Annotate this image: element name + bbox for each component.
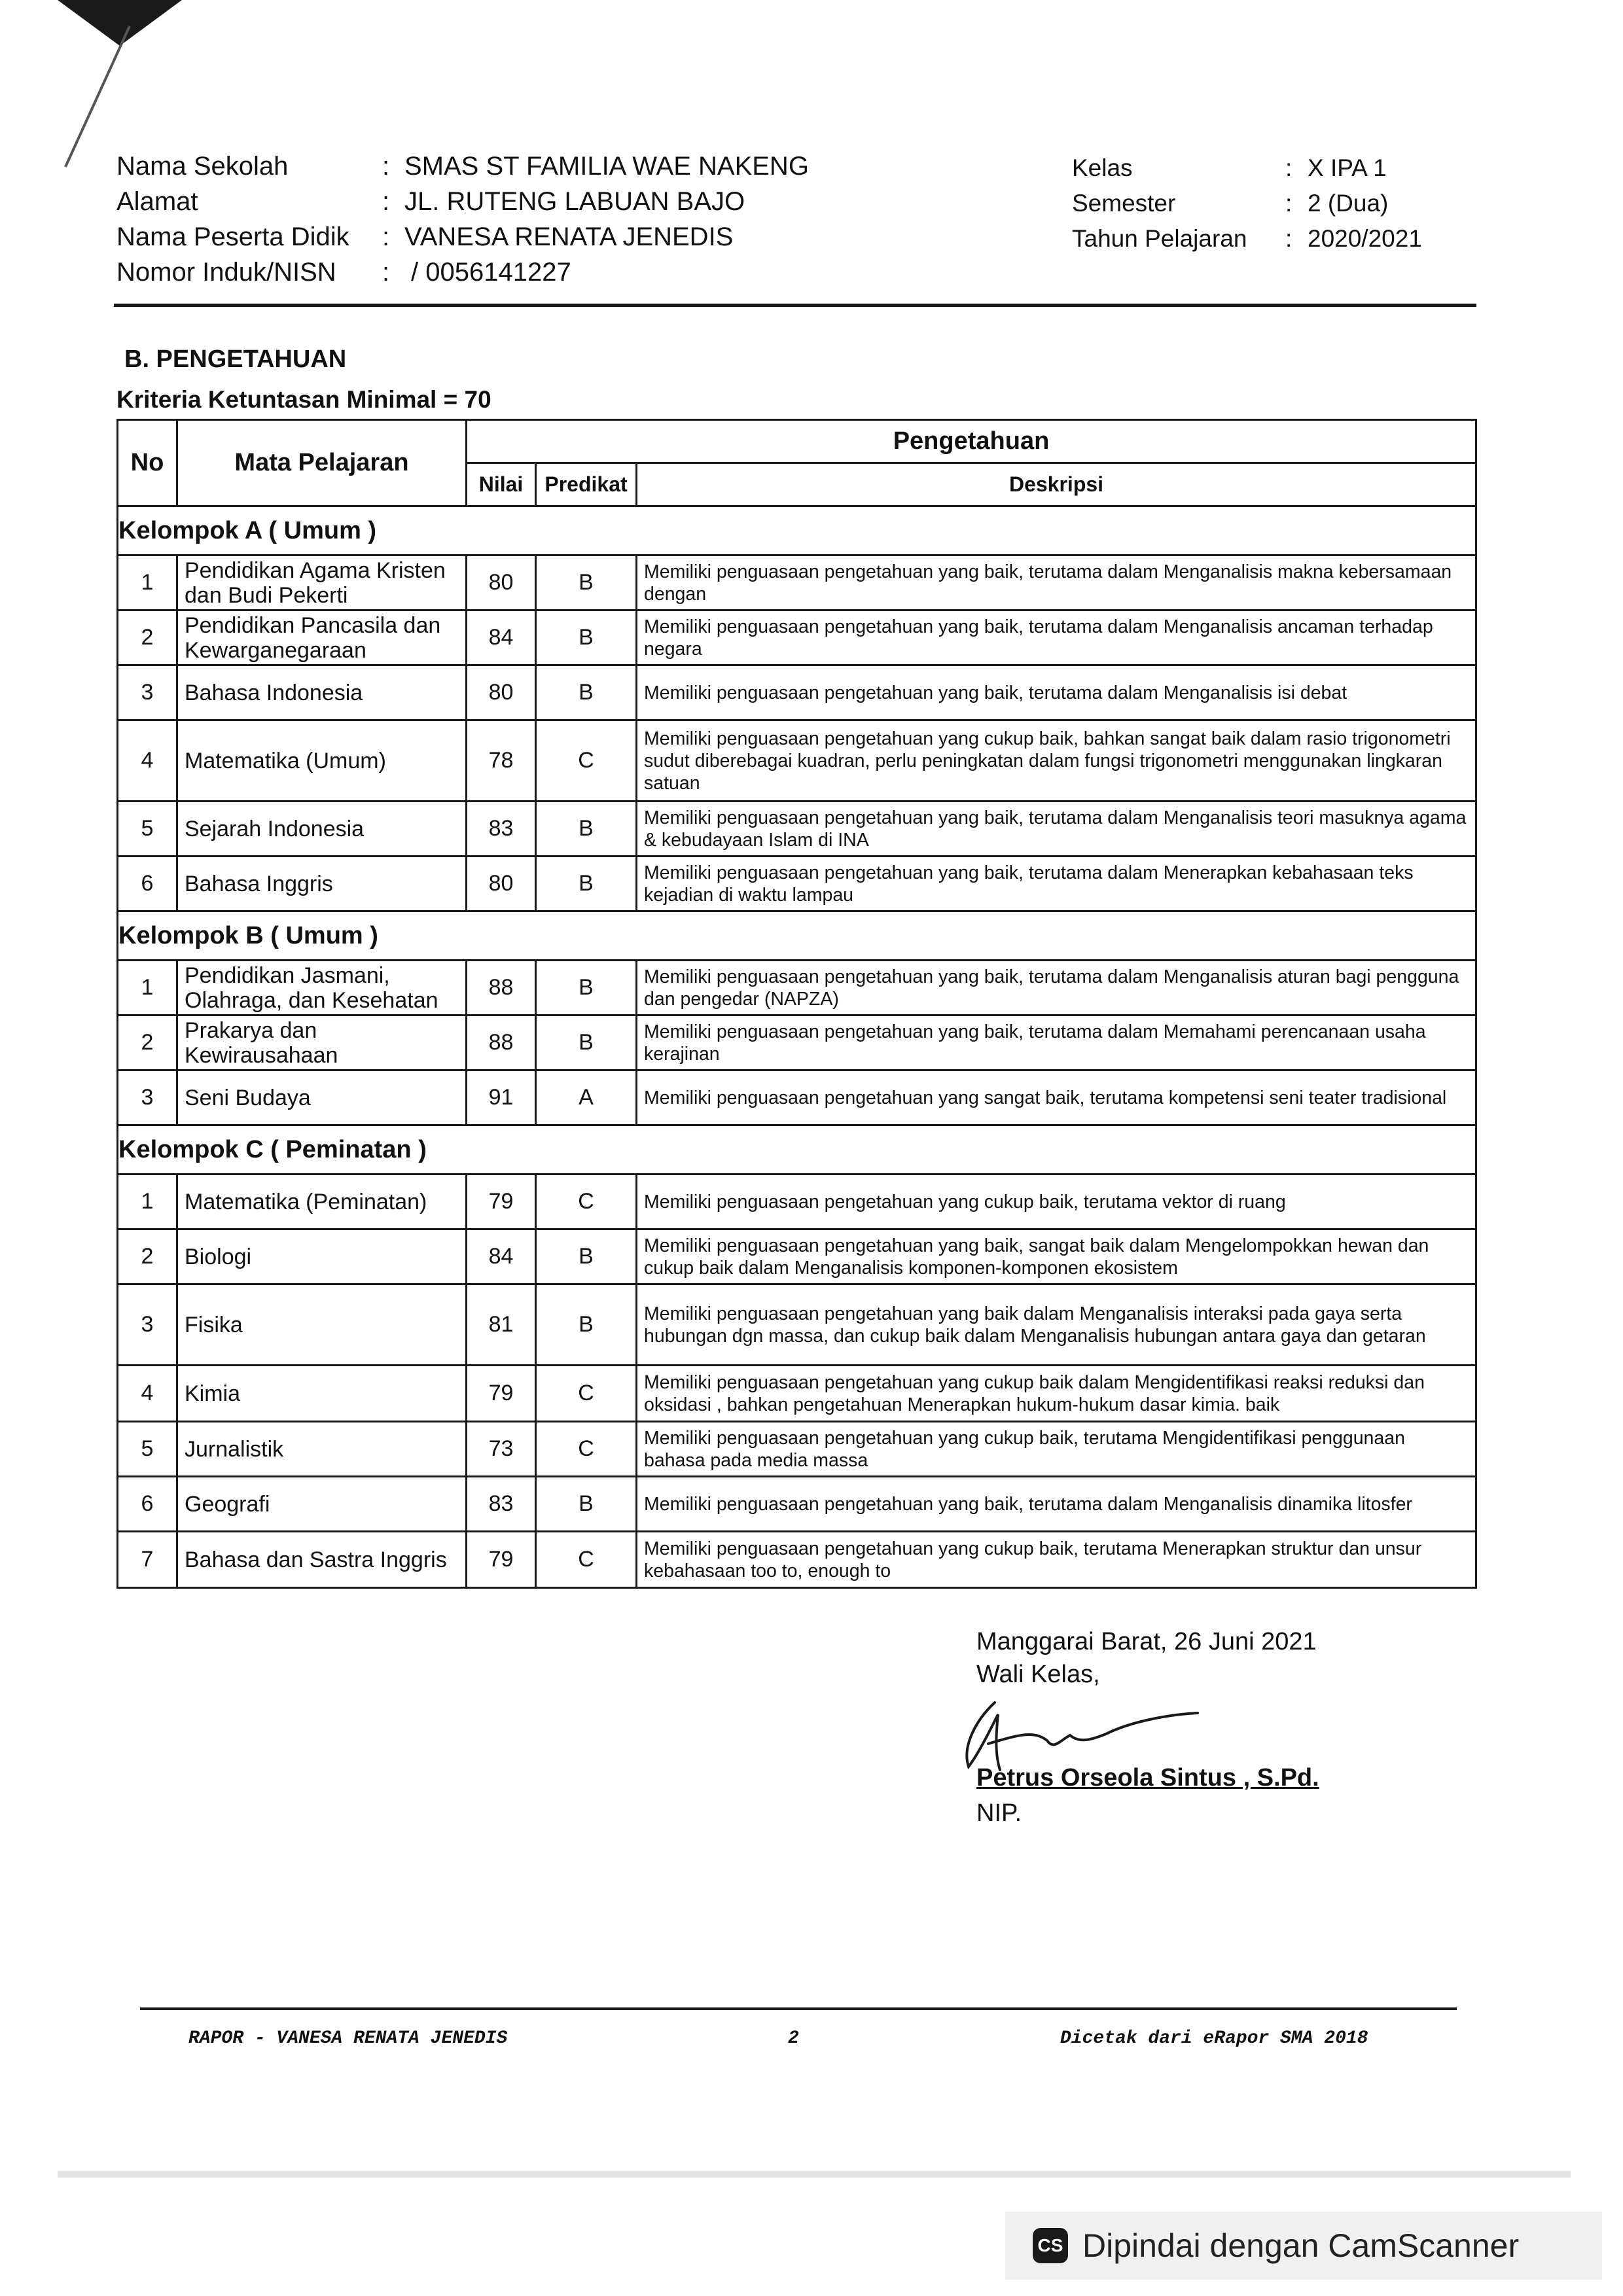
row-no: 2 — [118, 610, 177, 665]
row-predicate: C — [536, 1422, 637, 1477]
row-subject: Pendidikan Pancasila dan Kewarganegaraan — [177, 610, 467, 665]
group-title: Kelompok A ( Umum ) — [118, 506, 1476, 556]
row-predicate: B — [536, 1016, 637, 1070]
table-row — [118, 857, 1476, 911]
row-subject: Matematika (Peminatan) — [177, 1174, 467, 1229]
row-no: 3 — [118, 1070, 177, 1125]
camscanner-text: Dipindai dengan CamScanner — [1082, 2227, 1520, 2264]
header-subject: Mata Pelajaran — [177, 420, 467, 506]
info-label: Nomor Induk/NISN — [116, 258, 336, 287]
table-row — [118, 1070, 1476, 1125]
row-subject: Jurnalistik — [177, 1422, 467, 1477]
info-label: Tahun Pelajaran — [1072, 225, 1247, 252]
header-no: No — [118, 420, 177, 506]
info-colon: : — [382, 222, 390, 251]
teacher-name: Petrus Orseola Sintus , S.Pd. — [976, 1764, 1319, 1792]
row-no: 5 — [118, 1422, 177, 1477]
row-predicate: B — [536, 961, 637, 1016]
row-description: Memiliki penguasaan pengetahuan yang baik, terutama dalam Menganalisis aturan bagi pengguna dan pengedar (NAPZA) — [637, 961, 1476, 1016]
row-subject: Matematika (Umum) — [177, 720, 467, 802]
school-year-value: 2020/2021 — [1308, 225, 1422, 252]
row-no: 5 — [118, 802, 177, 857]
row-no: 6 — [118, 1477, 177, 1532]
row-no: 4 — [118, 1366, 177, 1422]
row-subject: Bahasa dan Sastra Inggris — [177, 1532, 467, 1588]
row-score: 73 — [467, 1422, 536, 1477]
group-title: Kelompok C ( Peminatan ) — [118, 1125, 1476, 1174]
table-row — [118, 1477, 1476, 1532]
group-row — [118, 506, 1476, 556]
row-predicate: B — [536, 1284, 637, 1366]
table-row — [118, 802, 1476, 857]
row-subject: Sejarah Indonesia — [177, 802, 467, 857]
table-row — [118, 961, 1476, 1016]
row-no: 1 — [118, 556, 177, 610]
row-score: 84 — [467, 1229, 536, 1284]
row-score: 80 — [467, 857, 536, 911]
row-score: 88 — [467, 961, 536, 1016]
row-predicate: B — [536, 610, 637, 665]
student-name-value: VANESA RENATA JENEDIS — [404, 222, 734, 251]
row-score: 81 — [467, 1284, 536, 1366]
row-subject: Seni Budaya — [177, 1070, 467, 1125]
row-predicate: B — [536, 802, 637, 857]
header-description: Deskripsi — [637, 463, 1476, 506]
group-row — [118, 911, 1476, 961]
row-subject: Prakarya dan Kewirausahaan — [177, 1016, 467, 1070]
info-colon: : — [382, 187, 390, 216]
info-colon: : — [1285, 154, 1293, 181]
row-predicate: C — [536, 1174, 637, 1229]
row-description: Memiliki penguasaan pengetahuan yang baik, terutama dalam Menganalisis teori masuknya agama & kebudayaan Islam di INA — [637, 802, 1476, 857]
grades-table — [116, 419, 1477, 1589]
info-colon: : — [382, 152, 390, 181]
row-score: 78 — [467, 720, 536, 802]
footer-right: Dicetak dari eRapor SMA 2018 — [1060, 2028, 1368, 2049]
nisn-value: / 0056141227 — [411, 258, 571, 287]
section-title: B. PENGETAHUAN — [124, 345, 347, 373]
footer-left: RAPOR - VANESA RENATA JENEDIS — [188, 2028, 508, 2049]
row-predicate: B — [536, 556, 637, 610]
row-score: 80 — [467, 665, 536, 720]
row-description: Memiliki penguasaan pengetahuan yang cukup baik dalam Mengidentifikasi reaksi reduksi dan oksidasi , bahkan pengetahuan Menerapkan hukum-hukum dasar kimia. baik — [637, 1366, 1476, 1422]
group-row — [118, 1125, 1476, 1174]
scan-corner-mark — [58, 0, 182, 170]
row-subject: Bahasa Indonesia — [177, 665, 467, 720]
camscanner-icon: CS — [1033, 2228, 1068, 2263]
table-row — [118, 556, 1476, 610]
row-description: Memiliki penguasaan pengetahuan yang baik, terutama dalam Menerapkan kebahasaan teks kejadian di waktu lampau — [637, 857, 1476, 911]
school-name-value: SMAS ST FAMILIA WAE NAKENG — [404, 152, 809, 181]
group-title: Kelompok B ( Umum ) — [118, 911, 1476, 961]
row-score: 83 — [467, 802, 536, 857]
row-score: 91 — [467, 1070, 536, 1125]
info-label: Alamat — [116, 187, 198, 216]
info-label: Kelas — [1072, 154, 1133, 181]
row-subject: Fisika — [177, 1284, 467, 1366]
sign-place-date: Manggarai Barat, 26 Juni 2021 — [976, 1628, 1317, 1655]
table-row — [118, 1229, 1476, 1284]
row-predicate: C — [536, 1366, 637, 1422]
row-description: Memiliki penguasaan pengetahuan yang cukup baik, bahkan sangat baik dalam rasio trigonometri sudut diberebagai kuadran, perlu peningkatan dalam fungsi trigonometri menggunakan lingkaran satuan — [637, 720, 1476, 802]
table-row — [118, 665, 1476, 720]
row-predicate: B — [536, 857, 637, 911]
row-no: 2 — [118, 1016, 177, 1070]
row-description: Memiliki penguasaan pengetahuan yang baik dalam Menganalisis interaksi pada gaya serta hubungan dgn massa, dan cukup baik dalam Menganalisis hubungan antara gaya dan getaran — [637, 1284, 1476, 1366]
table-row — [118, 1016, 1476, 1070]
info-label: Semester — [1072, 190, 1176, 217]
kkm-label: Kriteria Ketuntasan Minimal = 70 — [116, 386, 491, 413]
row-predicate: C — [536, 720, 637, 802]
row-description: Memiliki penguasaan pengetahuan yang baik, terutama dalam Memahami perencanaan usaha kerajinan — [637, 1016, 1476, 1070]
info-label: Nama Peserta Didik — [116, 222, 349, 251]
table-row — [118, 1532, 1476, 1588]
row-predicate: C — [536, 1532, 637, 1588]
row-description: Memiliki penguasaan pengetahuan yang baik, terutama dalam Menganalisis makna kebersamaan dengan — [637, 556, 1476, 610]
table-row — [118, 1366, 1476, 1422]
row-predicate: B — [536, 665, 637, 720]
scan-edge — [58, 2171, 1571, 2178]
row-no: 4 — [118, 720, 177, 802]
row-subject: Geografi — [177, 1477, 467, 1532]
row-description: Memiliki penguasaan pengetahuan yang cukup baik, terutama vektor di ruang — [637, 1174, 1476, 1229]
row-description: Memiliki penguasaan pengetahuan yang baik, terutama dalam Menganalisis isi debat — [637, 665, 1476, 720]
table-row — [118, 1422, 1476, 1477]
row-subject: Biologi — [177, 1229, 467, 1284]
footer-divider — [140, 2007, 1457, 2010]
row-no: 3 — [118, 1284, 177, 1366]
row-no: 1 — [118, 1174, 177, 1229]
row-score: 83 — [467, 1477, 536, 1532]
handwritten-signature — [949, 1695, 1224, 1780]
info-colon: : — [382, 258, 390, 287]
row-no: 2 — [118, 1229, 177, 1284]
row-score: 80 — [467, 556, 536, 610]
header-divider — [114, 304, 1476, 307]
row-description: Memiliki penguasaan pengetahuan yang cukup baik, terutama Menerapkan struktur dan unsur kebahasaan too to, enough to — [637, 1532, 1476, 1588]
header-predicate: Predikat — [536, 463, 637, 506]
row-score: 84 — [467, 610, 536, 665]
row-no: 1 — [118, 961, 177, 1016]
row-no: 6 — [118, 857, 177, 911]
info-colon: : — [1285, 190, 1293, 217]
teacher-nip: NIP. — [976, 1799, 1022, 1827]
footer-page-number: 2 — [788, 2028, 799, 2049]
sign-role: Wali Kelas, — [976, 1661, 1100, 1688]
info-colon: : — [1285, 225, 1293, 252]
row-predicate: B — [536, 1477, 637, 1532]
table-row — [118, 1174, 1476, 1229]
row-predicate: A — [536, 1070, 637, 1125]
row-score: 79 — [467, 1532, 536, 1588]
row-description: Memiliki penguasaan pengetahuan yang cukup baik, terutama Mengidentifikasi penggunaan bahasa pada media massa — [637, 1422, 1476, 1477]
row-subject: Kimia — [177, 1366, 467, 1422]
row-description: Memiliki penguasaan pengetahuan yang sangat baik, terutama kompetensi seni teater tradisional — [637, 1070, 1476, 1125]
info-label: Nama Sekolah — [116, 152, 289, 181]
row-description: Memiliki penguasaan pengetahuan yang baik, terutama dalam Menganalisis dinamika litosfer — [637, 1477, 1476, 1532]
row-subject: Bahasa Inggris — [177, 857, 467, 911]
address-value: JL. RUTENG LABUAN BAJO — [404, 187, 745, 216]
row-description: Memiliki penguasaan pengetahuan yang baik, terutama dalam Menganalisis ancaman terhadap negara — [637, 610, 1476, 665]
row-predicate: B — [536, 1229, 637, 1284]
row-no: 7 — [118, 1532, 177, 1588]
class-value: X IPA 1 — [1308, 154, 1387, 181]
row-score: 79 — [467, 1174, 536, 1229]
table-row — [118, 610, 1476, 665]
header-score: Nilai — [467, 463, 536, 506]
header-knowledge: Pengetahuan — [467, 420, 1476, 463]
table-row — [118, 1284, 1476, 1366]
row-description: Memiliki penguasaan pengetahuan yang baik, sangat baik dalam Mengelompokkan hewan dan cukup baik dalam Menganalisis komponen-komponen ekosistem — [637, 1229, 1476, 1284]
row-no: 3 — [118, 665, 177, 720]
table-row — [118, 720, 1476, 802]
row-score: 79 — [467, 1366, 536, 1422]
camscanner-badge — [1005, 2212, 1602, 2280]
row-subject: Pendidikan Jasmani, Olahraga, dan Kesehatan — [177, 961, 467, 1016]
row-subject: Pendidikan Agama Kristen dan Budi Pekerti — [177, 556, 467, 610]
semester-value: 2 (Dua) — [1308, 190, 1389, 217]
row-score: 88 — [467, 1016, 536, 1070]
